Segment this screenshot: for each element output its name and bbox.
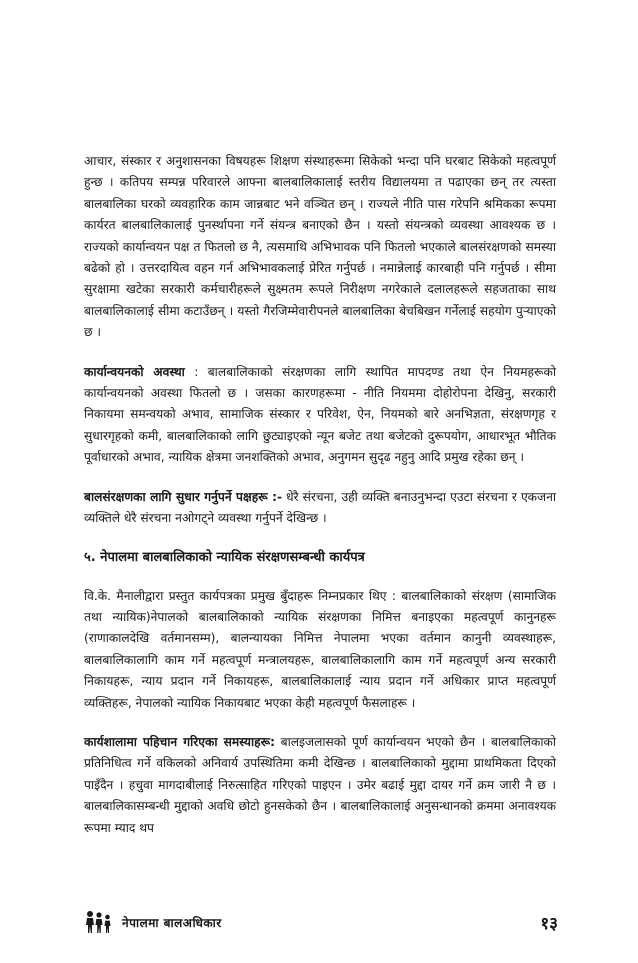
page-number: १३: [540, 913, 558, 934]
page-content: [84, 151, 556, 857]
paragraph-3-body: धेरै संरचना, उही व्यक्ति बनाउनुभन्दा एउटा संरचना र एकजना व्यक्तिले धेरै संरचना नओगट्ने व्यवस्था गर्नुपर्ने देखिन्छ ।: [84, 489, 557, 526]
paragraph-2: [84, 362, 556, 469]
section-heading: ५. नेपालमा बालबालिकाको न्यायिक संरक्षणसम्बन्धी कार्यपत्र: [84, 549, 365, 565]
footer-branding: [84, 910, 222, 934]
paragraph-5-lead: कार्यशालामा पहिचान गरिएका समस्याहरू:: [84, 734, 275, 749]
page-footer: [84, 908, 558, 936]
paragraph-2-body: : बालबालिकाको संरक्षणका लागि स्थापित मापदण्ड तथा ऐन नियमहरूको कार्यान्वयनको अवस्था फितलो छ । जसका कारणहरूमा - नीति नियममा दोहोरोपना देखिनु, सरकारी निकायमा समन्वयको अभाव, सामाजिक संस्कार र परिवेश, ऐन, नियमको बारे अनभिज्ञता, संरक्षणगृह र सुधारगृहको कमी, बालबालिकाको लागि छुट्याइएको न्यून बजेट तथा बजेटको दुरूपयोग, आधारभूत भौतिक पूर्वाधारको अभाव, न्यायिक क्षेत्रमा जनशक्तिको अभाव, अनुगमन सुदृढ नहुनु आदि प्रमुख रहेका छन् ।: [84, 364, 556, 465]
paragraph-3: [84, 487, 556, 530]
paragraph-5: [84, 732, 556, 839]
paragraph-5-body: बालइजलासको पूर्ण कार्यान्वयन भएको छैन । बालबालिकाको प्रतिनिधित्व गर्ने वकिलको अनिवार्य उपस्थितिमा कमी देखिन्छ । बालबालिकाको मुद्दामा प्राथमिकता दिएको पाइँदैन । हचुवा मागदाबीलाई निरुत्साहित गरिएको पाइएन । उमेर बढाई मुद्दा दायर गर्ने क्रम जारी नै छ । बालबालिकासम्बन्धी मुद्दाको अवधि छोटो हुनसकेको छैन । बालबालिकालाई अनुसन्धानको क्रममा अनावश्यक रूपमा म्याद थप: [84, 734, 557, 835]
paragraph-1: आचार, संस्कार र अनुशासनका विषयहरू शिक्षण संस्थाहरूमा सिकेको भन्दा पनि घरबाट सिकेको महत्वपूर्ण हुन्छ । कतिपय सम्पन्न परिवारले आफ्ना बालबालिकालाई स्तरीय विद्यालयमा त पढाएका छन् तर त्यस्ता बालबालिका घरको व्यवहारिक काम जान्नबाट भने वञ्चित छन् । राज्यले नीति पास गरेपनि श्रमिकका रूपमा कार्यरत बालबालिकालाई पुनर्स्थापना गर्ने संयन्त्र बनाएको छैन । यस्तो संयन्त्रको व्यवस्था आवश्यक छ । राज्यको कार्यान्वयन पक्ष त फितलो छ नै, त्यसमाथि अभिभावक पनि फितलो भएकाले बालसंरक्षणको समस्या बढेको हो । उत्तरदायित्व वहन गर्न अभिभावकलाई प्रेरित गर्नुपर्छ । नमान्नेलाई कारबाही पनि गर्नुपर्छ । सीमा सुरक्षामा खटेका सरकारी कर्मचारीहरूले सुक्ष्मतम रूपले निरीक्षण नगरेकाले दलालहरूले सहजताका साथ बालबालिकालाई सीमा कटाउँछन् । यस्तो गैरजिम्मेवारीपनले बालबालिका बेचबिखन गर्नेलाई सहयोग पुऱ्याएको छ ।: [84, 154, 556, 340]
paragraph-4: वि.के. मैनालीद्वारा प्रस्तुत कार्यपत्रका प्रमुख बुँदाहरू निम्नप्रकार थिए : बालबालिकाको संरक्षण (सामाजिक तथा न्यायिक)नेपालको बालबालिकाको न्यायिक संरक्षणका निमित्त बनाइएका महत्वपूर्ण कानुनहरू (राणाकालदेखि वर्तमानसम्म), बालन्यायका निमित्त नेपालमा भएका वर्तमान कानुनी व्यवस्थाहरू, बालबालिकालागि काम गर्ने महत्वपूर्ण मन्त्रालयहरू, बालबालिकालागि काम गर्ने महत्वपूर्ण अन्य सरकारी निकायहरू, न्याय प्रदान गर्ने निकायहरू, बालबालिकालाई न्याय प्रदान गर्ने अधिकार प्राप्त महत्वपूर्ण व्यक्तिहरू, नेपालको न्यायिक निकायबाट भएका केही महत्वपूर्ण फैसलाहरू ।: [84, 588, 556, 710]
footer-book-title: नेपालमा बालअधिकार: [122, 915, 222, 930]
paragraph-3-lead: बालसंरक्षणका लागि सुधार गर्नुपर्ने पक्षहरू :-: [84, 489, 283, 504]
children-icon: [84, 910, 114, 934]
paragraph-2-lead: कार्यान्वयनको अवस्था: [84, 364, 185, 379]
